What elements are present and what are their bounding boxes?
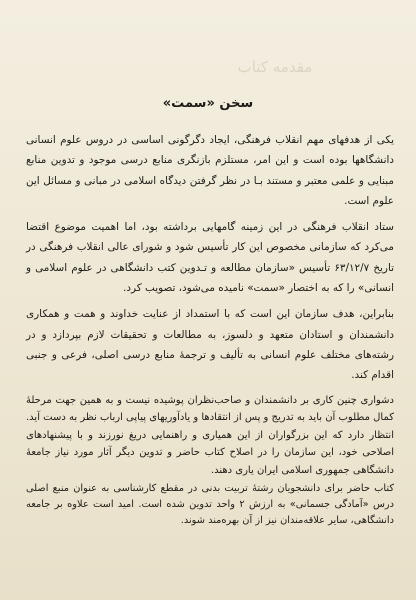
paragraph-4: دشواری چنین کاری بر دانشمندان و صاحب‌نظران پوشیده نیست و به همین جهت مرحلهٔ کمال مطلوب آن باید به تدریج و پس از انتقادها و یادآوریهای پیاپی ارباب نظر به دست آید. انتظار دارد که این بزرگواران از این همیاری و راهنمایی دریغ نورزند و با پیشنهادهای اصلاحی خود، این سازمان را در اصلاح کتاب حاضر و تدوین دیگر آثار مورد نیاز جامعهٔ دانشگاهی جمهوری اسلامی ایران یاری دهند. [26,394,394,476]
page-title: سخن «سمت» [162,96,254,111]
faded-header-text: مقدمه کتاب [237,58,313,76]
paragraph-5: کتاب حاضر برای دانشجویان رشتهٔ تربیت بدنی در مقطع کارشناسی به عنوان منبع اصلی درس «آمادگی جسمانی» به ارزش ۲ واحد تدوین شده است. امید است علاوه بر جامعه دانشگاهی، سایر علاقه‌مندان نیز از آن بهره‌مند شوند. [26,483,394,527]
body-text [26,130,394,535]
paragraph-2: ستاد انقلاب فرهنگی در این زمینه گامهایی برداشته بود، اما اهمیت موضوع اقتضا می‌کرد که سازمانی مخصوص این کار تأسیس شود و شورای عالی انقلاب فرهنگی در تاریخ ۶۳/۱۲/۷ تأسیس «سازمان مطالعه و تـدوین کتب دانشگاهی در علوم اسلامی و انسانی» را که به اختصار «سمت» نامیده می‌شود، تصویب کرد. [26,221,395,295]
paragraph-1: یکی از هدفهای مهم انقلاب فرهنگی، ایجاد دگرگونی اساسی در دروس علوم انسانی دانشگاهها بوده است و این امر، مستلزم بازنگری منابع درسی موجود و تدوین منابع مبنایی و علمی معتبر و مستند بـا در نظر گرفتن دیدگاه اسلامی در مبانی و مسائل این علوم است. [26,134,394,207]
paragraph-3: بنابراین، هدف سازمان این است که با استمداد از عنایت خداوند و همت و همکاری دانشمندان و استادان متعهد و دلسوز، به مطالعات و تحقیقات لازم بپردازد و در رشته‌های مختلف علوم انسانی به تألیف و ترجمهٔ منابع درسی اصلی، فرعی و جنبی اقدام کند. [26,308,394,382]
